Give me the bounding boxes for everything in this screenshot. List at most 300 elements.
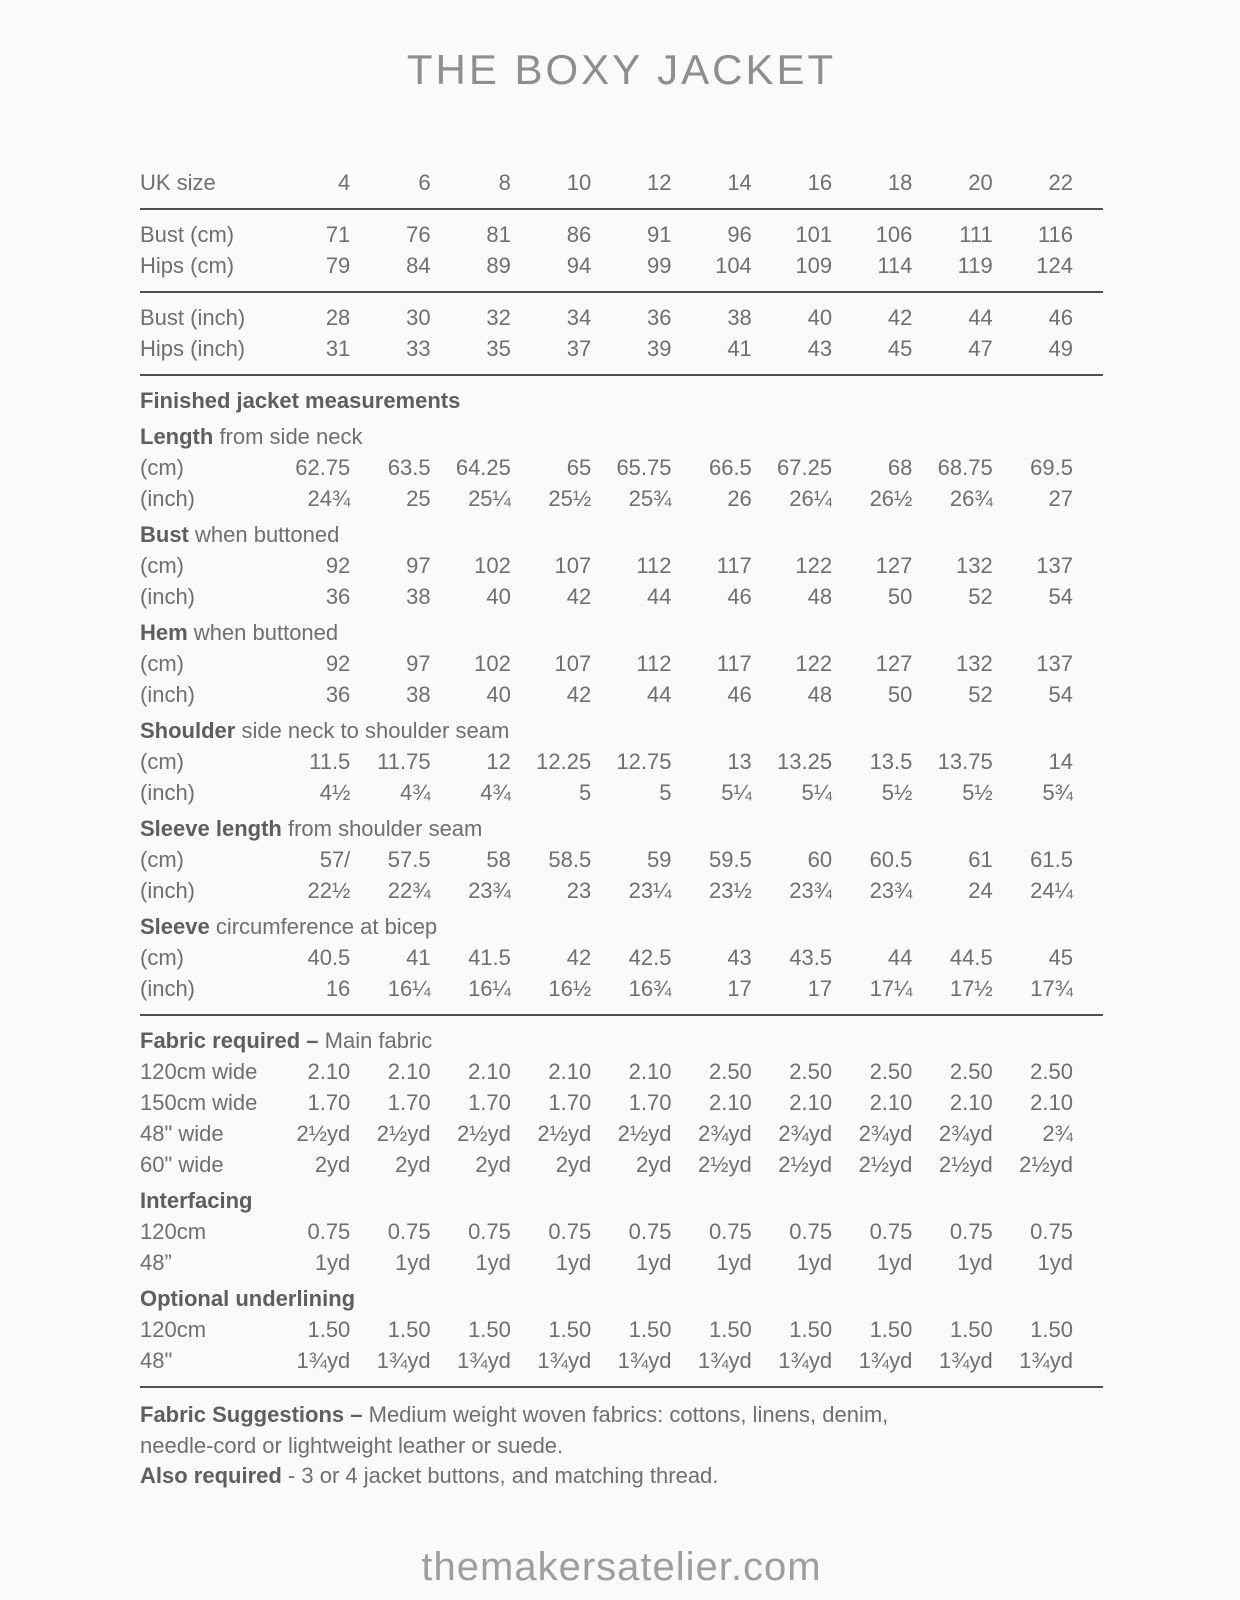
value-cell: 0.75: [387, 1219, 431, 1244]
value-cell: 23¼: [628, 878, 672, 903]
value-cell: 26¾: [949, 486, 993, 511]
section-heading-bold: Sleeve length: [140, 816, 282, 841]
note-bold: Also required: [140, 1463, 282, 1488]
value-cell: 36: [325, 584, 351, 609]
row-label: Bust (inch): [140, 305, 246, 330]
value-cell: 44: [647, 584, 672, 609]
value-cell: 1¾yd: [697, 1348, 752, 1373]
value-cell: 2.10: [1030, 1090, 1073, 1115]
section-heading-bold: Bust: [140, 522, 189, 547]
value-cell: 46: [727, 682, 752, 707]
value-cell: 2.50: [949, 1059, 993, 1084]
value-cell: 104: [715, 253, 752, 278]
value-cell: 97: [406, 651, 431, 676]
value-cell: 101: [795, 222, 833, 247]
value-cell: 116: [1037, 222, 1073, 247]
value-cell: 1.70: [628, 1090, 672, 1115]
value-cell: 1.50: [468, 1317, 511, 1342]
value-cell: 1¾yd: [617, 1348, 672, 1373]
table-row: [140, 942, 1073, 973]
value-cell: 117: [716, 553, 752, 578]
value-cell: 46: [1048, 305, 1073, 330]
value-cell: 67.25: [777, 455, 833, 480]
value-cell: 63.5: [387, 455, 431, 480]
value-cell: 1¾yd: [778, 1348, 833, 1373]
section-heading: [140, 421, 1103, 452]
value-cell: 16½: [548, 976, 592, 1001]
value-cell: 137: [1036, 651, 1073, 676]
value-cell: 61.5: [1030, 847, 1073, 872]
value-cell: 10: [566, 170, 592, 195]
table-row: [140, 333, 1073, 364]
value-cell: 1yd: [876, 1250, 913, 1275]
value-cell: 2½yd: [457, 1121, 511, 1146]
value-cell: 28: [325, 305, 351, 330]
value-cell: 24¾: [307, 486, 351, 511]
value-cell: 38: [727, 305, 752, 330]
divider: [140, 291, 1103, 293]
value-cell: 2¾yd: [778, 1121, 833, 1146]
row-label: (cm): [140, 651, 184, 676]
row-label: Bust (cm): [140, 222, 235, 247]
value-cell: 65.75: [616, 455, 672, 480]
section-heading: [140, 911, 1103, 942]
value-cell: 5¾: [1042, 780, 1073, 805]
row-label: 120cm: [140, 1317, 207, 1342]
value-cell: 2½yd: [537, 1121, 592, 1146]
value-cell: 6: [418, 170, 431, 195]
row-label: 48": [140, 1348, 173, 1373]
value-cell: 2½yd: [376, 1121, 431, 1146]
value-cell: 40: [486, 682, 511, 707]
value-cell: 25¼: [468, 486, 511, 511]
value-cell: 2.50: [1030, 1059, 1073, 1084]
value-cell: 1.50: [789, 1317, 833, 1342]
value-cell: 45: [887, 336, 913, 361]
value-cell: 66.5: [708, 455, 752, 480]
value-cell: 1yd: [636, 1250, 672, 1275]
value-cell: 1¾yd: [938, 1348, 993, 1373]
value-cell: 24¼: [1030, 878, 1073, 903]
value-cell: 0.75: [708, 1219, 752, 1244]
row-label: 60" wide: [140, 1152, 224, 1177]
value-cell: 112: [636, 651, 672, 676]
section-heading-bold: Optional underlining: [140, 1286, 356, 1311]
row-label: UK size: [140, 170, 216, 195]
section-heading: [140, 813, 1103, 844]
value-cell: 17: [727, 976, 752, 1001]
row-label: (inch): [140, 682, 196, 707]
value-cell: 30: [406, 305, 431, 330]
value-cell: 1¾yd: [1019, 1348, 1073, 1373]
footer-url: themakersatelier.com: [421, 1544, 822, 1589]
value-cell: 18: [887, 170, 913, 195]
value-cell: 39: [647, 336, 672, 361]
value-cell: 1yd: [796, 1250, 833, 1275]
value-cell: 1¾yd: [858, 1348, 913, 1373]
value-cell: 54: [1048, 584, 1073, 609]
divider: [140, 374, 1103, 376]
value-cell: 2¾yd: [858, 1121, 913, 1146]
section-heading-bold: Sleeve: [140, 914, 210, 939]
page-title: THE BOXY JACKET: [406, 46, 837, 93]
note-text: Medium weight woven fabrics: cottons, linens, denim,: [362, 1402, 889, 1427]
value-cell: 1.70: [548, 1090, 592, 1115]
section-heading-rest: Main fabric: [318, 1028, 433, 1053]
value-cell: 43: [807, 336, 833, 361]
value-cell: 2¾: [1042, 1121, 1073, 1146]
value-cell: 26¼: [789, 486, 833, 511]
value-cell: 1.50: [1030, 1317, 1073, 1342]
value-cell: 61: [968, 847, 993, 872]
value-cell: 0.75: [628, 1219, 672, 1244]
value-cell: 4¾: [480, 780, 511, 805]
value-cell: 127: [875, 553, 913, 578]
value-cell: 17¼: [869, 976, 913, 1001]
value-cell: 14: [727, 170, 752, 195]
value-cell: 26½: [869, 486, 913, 511]
value-cell: 5: [659, 780, 672, 805]
value-cell: 106: [875, 222, 913, 247]
value-cell: 44: [647, 682, 672, 707]
value-cell: 1.70: [307, 1090, 351, 1115]
table-row: [140, 483, 1073, 514]
table-row: [140, 844, 1073, 875]
value-cell: 2.10: [548, 1059, 592, 1084]
value-cell: 8: [498, 170, 511, 195]
row-label: 120cm wide: [140, 1059, 258, 1084]
value-cell: 33: [406, 336, 431, 361]
section-heading: [140, 715, 1103, 746]
value-cell: 58: [486, 847, 511, 872]
value-cell: 58.5: [548, 847, 592, 872]
value-cell: 49: [1048, 336, 1073, 361]
value-cell: 92: [325, 553, 351, 578]
value-cell: 1yd: [395, 1250, 431, 1275]
row-label: 48”: [140, 1250, 172, 1275]
value-cell: 36: [325, 682, 351, 707]
value-cell: 89: [486, 253, 511, 278]
divider: [140, 208, 1103, 210]
value-cell: 2.10: [949, 1090, 993, 1115]
table-row: [140, 1118, 1073, 1149]
value-cell: 22¾: [387, 878, 431, 903]
value-cell: 23¾: [468, 878, 511, 903]
value-cell: 42.5: [628, 945, 672, 970]
value-cell: 13.5: [869, 749, 913, 774]
value-cell: 1.50: [628, 1317, 672, 1342]
value-cell: 17: [807, 976, 833, 1001]
table-row: [140, 746, 1073, 777]
value-cell: 1.50: [869, 1317, 913, 1342]
value-cell: 16¼: [468, 976, 511, 1001]
value-cell: 44: [968, 305, 993, 330]
section-heading-rest: side neck to shoulder seam: [235, 718, 510, 743]
value-cell: 59: [647, 847, 672, 872]
section-heading-bold: Shoulder: [140, 718, 236, 743]
value-cell: 23¾: [789, 878, 833, 903]
value-cell: 37: [566, 336, 592, 361]
value-cell: 2½yd: [858, 1152, 913, 1177]
value-cell: 20: [968, 170, 993, 195]
value-cell: 27: [1048, 486, 1073, 511]
value-cell: 2½yd: [296, 1121, 351, 1146]
value-cell: 107: [554, 651, 592, 676]
value-cell: 132: [955, 651, 993, 676]
row-label: (inch): [140, 976, 196, 1001]
value-cell: 52: [968, 584, 993, 609]
section-heading-bold: Length: [140, 424, 214, 449]
value-cell: 2¾yd: [697, 1121, 752, 1146]
value-cell: 2½yd: [617, 1121, 672, 1146]
value-cell: 41: [406, 945, 431, 970]
value-cell: 94: [566, 253, 592, 278]
table-row: [140, 1345, 1073, 1376]
section-heading-rest: when buttoned: [188, 522, 340, 547]
value-cell: 59.5: [708, 847, 752, 872]
table-row: [140, 581, 1073, 612]
value-cell: 11.75: [377, 749, 431, 774]
value-cell: 48: [807, 682, 833, 707]
section-heading: [140, 519, 1103, 550]
value-cell: 34: [566, 305, 592, 330]
value-cell: 2yd: [475, 1152, 511, 1177]
divider: [140, 1386, 1103, 1388]
section-heading: [140, 385, 1103, 416]
row-label: 120cm: [140, 1219, 207, 1244]
value-cell: 2.10: [869, 1090, 913, 1115]
note-text: - 3 or 4 jacket buttons, and matching thread.: [281, 1463, 719, 1488]
table-row: [140, 302, 1073, 333]
row-label: (inch): [140, 584, 196, 609]
value-cell: 16¼: [387, 976, 431, 1001]
value-cell: 50: [887, 682, 913, 707]
value-cell: 44.5: [949, 945, 993, 970]
value-cell: 42: [566, 584, 592, 609]
value-cell: 69.5: [1030, 455, 1073, 480]
value-cell: 26: [727, 486, 752, 511]
value-cell: 117: [716, 651, 752, 676]
value-cell: 111: [959, 222, 993, 247]
row-label: Hips (cm): [140, 253, 235, 278]
value-cell: 1.50: [548, 1317, 592, 1342]
value-cell: 5½: [962, 780, 993, 805]
table-row: [140, 452, 1073, 483]
row-label: (inch): [140, 878, 196, 903]
note-bold: Fabric Suggestions –: [140, 1402, 363, 1427]
value-cell: 41: [727, 336, 752, 361]
table-row: [140, 1087, 1073, 1118]
value-cell: 1yd: [555, 1250, 592, 1275]
value-cell: 2.10: [708, 1090, 752, 1115]
value-cell: 102: [474, 651, 511, 676]
row-label: (cm): [140, 945, 184, 970]
value-cell: 64.25: [455, 455, 511, 480]
value-cell: 119: [957, 253, 993, 278]
row-label: (cm): [140, 847, 184, 872]
value-cell: 1.50: [949, 1317, 993, 1342]
value-cell: 2yd: [555, 1152, 592, 1177]
measurements-table: [140, 167, 1103, 1388]
value-cell: 1yd: [314, 1250, 351, 1275]
value-cell: 92: [325, 651, 351, 676]
value-cell: 35: [486, 336, 511, 361]
value-cell: 1yd: [475, 1250, 511, 1275]
table-row: [140, 1056, 1073, 1087]
value-cell: 79: [325, 253, 351, 278]
value-cell: 42: [566, 682, 592, 707]
table-row: [140, 1216, 1073, 1247]
value-cell: 2.10: [628, 1059, 672, 1084]
note-text: needle-cord or lightweight leather or suede.: [140, 1432, 564, 1458]
value-cell: 46: [727, 584, 752, 609]
table-row: [140, 250, 1073, 281]
table-row: [140, 648, 1073, 679]
table-row: [140, 167, 1073, 198]
value-cell: 5¼: [801, 780, 833, 805]
value-cell: 43: [727, 945, 752, 970]
value-cell: 57.5: [387, 847, 431, 872]
value-cell: 42: [566, 945, 592, 970]
table-row: [140, 679, 1073, 710]
value-cell: 1.50: [708, 1317, 752, 1342]
value-cell: 86: [566, 222, 592, 247]
value-cell: 14: [1048, 749, 1073, 774]
value-cell: 17¾: [1030, 976, 1073, 1001]
value-cell: 44: [887, 945, 913, 970]
divider: [140, 1014, 1103, 1016]
value-cell: 1¾yd: [376, 1348, 431, 1373]
value-cell: 11.5: [309, 749, 351, 774]
value-cell: 137: [1036, 553, 1073, 578]
value-cell: 1.70: [387, 1090, 431, 1115]
value-cell: 2yd: [314, 1152, 351, 1177]
section-heading: [140, 1283, 1103, 1314]
row-label: (inch): [140, 486, 196, 511]
value-cell: 62.75: [295, 455, 351, 480]
table-row: [140, 973, 1073, 1004]
value-cell: 2.10: [307, 1059, 351, 1084]
section-heading-rest: when buttoned: [187, 620, 339, 645]
value-cell: 2yd: [636, 1152, 672, 1177]
table-row: [140, 219, 1073, 250]
value-cell: 109: [795, 253, 833, 278]
value-cell: 36: [647, 305, 672, 330]
value-cell: 71: [325, 222, 351, 247]
value-cell: 23: [566, 878, 592, 903]
value-cell: 91: [647, 222, 672, 247]
value-cell: 127: [875, 651, 913, 676]
value-cell: 1yd: [1037, 1250, 1073, 1275]
value-cell: 13: [727, 749, 752, 774]
value-cell: 16: [325, 976, 351, 1001]
value-cell: 1¾yd: [537, 1348, 592, 1373]
section-heading: [140, 1185, 1103, 1216]
value-cell: 2¾yd: [938, 1121, 993, 1146]
value-cell: 122: [795, 651, 833, 676]
notes-section: [140, 1400, 1080, 1492]
note-line: [140, 1431, 1080, 1462]
value-cell: 42: [887, 305, 913, 330]
value-cell: 60.5: [869, 847, 913, 872]
value-cell: 22½: [307, 878, 351, 903]
value-cell: 122: [795, 553, 833, 578]
section-heading: [140, 617, 1103, 648]
value-cell: 2.10: [387, 1059, 431, 1084]
value-cell: 47: [968, 336, 993, 361]
table-row: [140, 550, 1073, 581]
value-cell: 25: [406, 486, 431, 511]
value-cell: 99: [647, 253, 672, 278]
value-cell: 4¾: [400, 780, 431, 805]
value-cell: 0.75: [949, 1219, 993, 1244]
value-cell: 2½yd: [938, 1152, 993, 1177]
value-cell: 76: [406, 222, 431, 247]
value-cell: 2½yd: [778, 1152, 833, 1177]
value-cell: 41.5: [468, 945, 511, 970]
value-cell: 23¾: [869, 878, 913, 903]
value-cell: 1¾yd: [296, 1348, 351, 1373]
note-line: [140, 1461, 1080, 1492]
value-cell: 0.75: [468, 1219, 511, 1244]
value-cell: 12: [647, 170, 672, 195]
row-label: (cm): [140, 749, 184, 774]
section-heading-bold: Finished jacket measurements: [140, 388, 461, 413]
value-cell: 13.75: [937, 749, 993, 774]
value-cell: 114: [877, 253, 913, 278]
section-heading-bold: Hem: [140, 620, 188, 645]
section-heading-rest: from shoulder seam: [281, 816, 483, 841]
value-cell: 1yd: [957, 1250, 993, 1275]
value-cell: 40.5: [307, 945, 351, 970]
value-cell: 107: [554, 553, 592, 578]
value-cell: 16: [807, 170, 833, 195]
row-label: (cm): [140, 553, 184, 578]
value-cell: 38: [406, 682, 431, 707]
value-cell: 5: [578, 780, 592, 805]
value-cell: 25½: [548, 486, 592, 511]
value-cell: 12: [486, 749, 511, 774]
value-cell: 40: [486, 584, 511, 609]
value-cell: 2.10: [789, 1090, 833, 1115]
section-heading-rest: from side neck: [213, 424, 363, 449]
value-cell: 32: [486, 305, 511, 330]
section-heading-bold: Fabric required –: [140, 1028, 319, 1053]
value-cell: 22: [1048, 170, 1073, 195]
table-row: [140, 1247, 1073, 1278]
value-cell: 12.25: [536, 749, 592, 774]
value-cell: 0.75: [548, 1219, 592, 1244]
value-cell: 57/: [319, 847, 351, 872]
value-cell: 54: [1048, 682, 1073, 707]
value-cell: 23½: [708, 878, 752, 903]
value-cell: 16¾: [628, 976, 672, 1001]
section-heading-rest: circumference at bicep: [209, 914, 438, 939]
value-cell: 5½: [881, 780, 913, 805]
value-cell: 0.75: [1030, 1219, 1073, 1244]
value-cell: 96: [727, 222, 752, 247]
value-cell: 2½yd: [1019, 1152, 1073, 1177]
section-heading: [140, 1025, 1103, 1056]
row-label: (cm): [140, 455, 184, 480]
value-cell: 124: [1036, 253, 1073, 278]
value-cell: 2.50: [789, 1059, 833, 1084]
value-cell: 81: [486, 222, 511, 247]
row-label: (inch): [140, 780, 196, 805]
value-cell: 4½: [319, 780, 351, 805]
value-cell: 132: [955, 553, 993, 578]
value-cell: 50: [887, 584, 913, 609]
